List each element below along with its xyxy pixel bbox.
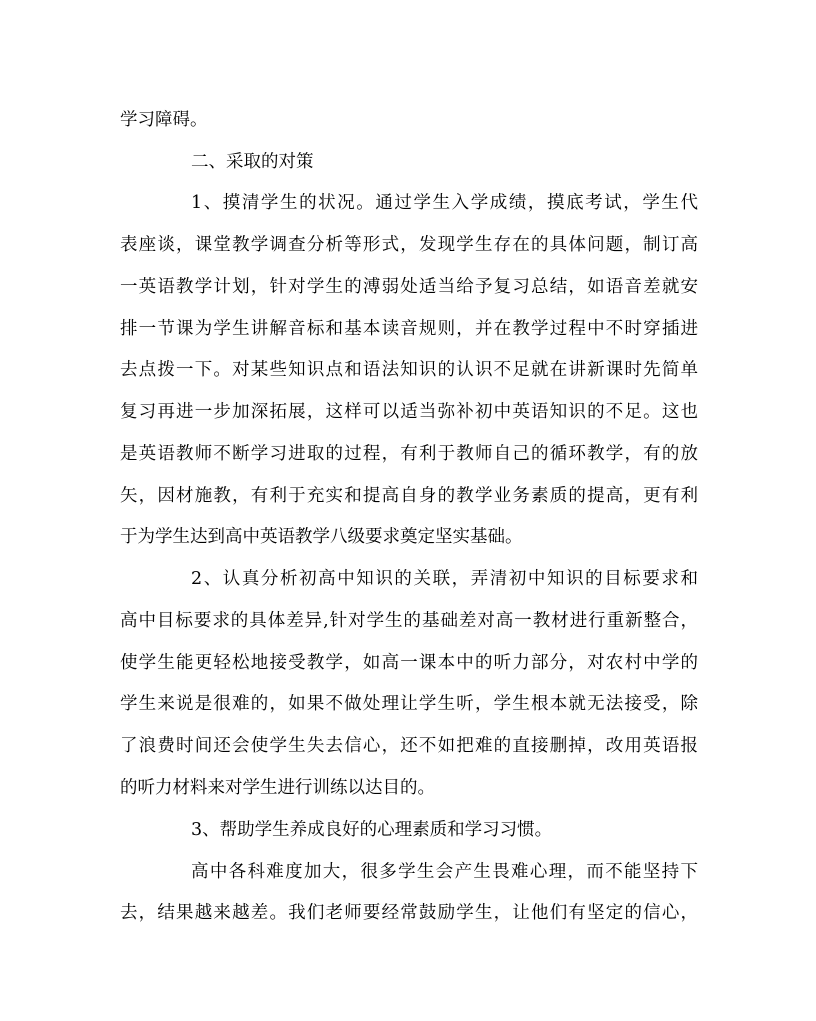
text-line: 高中目标要求的具体差异,针对学生的基础差对高一教材进行重新整合， xyxy=(120,611,698,631)
text-line: 了浪费时间还会使学生失去信心，还不如把难的直接删掉，改用英语报 xyxy=(120,736,698,756)
section-heading: 二、采取的对策 xyxy=(191,152,314,172)
text-line: 学习障碍。 xyxy=(120,110,208,130)
text-line: 是英语教师不断学习进取的过程，有利于教师自己的循环教学，有的放 xyxy=(120,444,698,464)
text-line: 高中各科难度加大，很多学生会产生畏难心理，而不能坚持下 xyxy=(191,862,698,882)
text-line: 使学生能更轻松地接受教学，如高一课本中的听力部分，对农村中学的 xyxy=(120,653,698,673)
text-line: 于为学生达到高中英语教学八级要求奠定坚实基础。 xyxy=(120,527,523,547)
text-line: 一英语教学计划，针对学生的溥弱处适当给予复习总结，如语音差就安 xyxy=(120,277,698,297)
text-line: 排一节课为学生讲解音标和基本读音规则，并在教学过程中不时穿插进 xyxy=(120,319,698,339)
section-heading: 3、帮助学生养成良好的心理素质和学习习惯。 xyxy=(191,820,553,840)
text-line: 的听力材料来对学生进行训练以达目的。 xyxy=(120,778,435,798)
text-line: 学生来说是很难的，如果不做处理让学生听，学生根本就无法接受，除 xyxy=(120,694,698,714)
text-line: 表座谈，课堂教学调查分析等形式，发现学生存在的具体问题，制订高 xyxy=(120,235,698,255)
text-line: 去，结果越来越差。我们老师要经常鼓励学生，让他们有坚定的信心， xyxy=(120,903,698,923)
text-line: 1、摸清学生的状况。通过学生入学成绩，摸底考试，学生代 xyxy=(191,193,698,213)
text-line: 去点拨一下。对某些知识点和语法知识的认识不足就在讲新课时先简单 xyxy=(120,360,698,380)
text-line: 复习再进一步加深拓展，这样可以适当弥补初中英语知识的不足。这也 xyxy=(120,402,698,422)
text-line: 2、认真分析初高中知识的关联，弄清初中知识的目标要求和 xyxy=(191,569,698,589)
text-line: 矢，因材施教，有利于充实和提高自身的教学业务素质的提高，更有利 xyxy=(120,486,698,506)
